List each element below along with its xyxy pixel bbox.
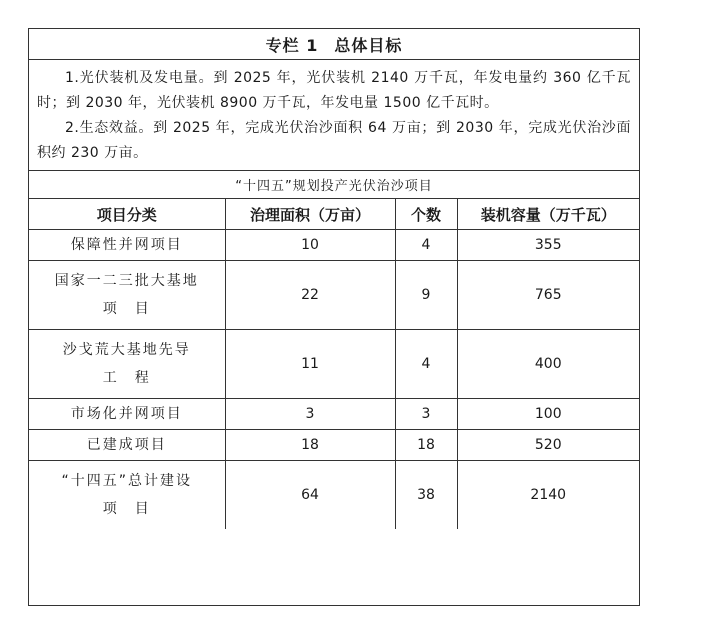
projects-table — [29, 199, 639, 529]
row-category-line-2: 工 程 — [102, 370, 151, 386]
table-row — [29, 261, 639, 330]
row-capacity: 400 — [457, 330, 639, 399]
table-row — [29, 461, 639, 530]
row-capacity: 520 — [457, 430, 639, 461]
table-header-row — [29, 199, 639, 230]
row-capacity: 100 — [457, 399, 639, 430]
row-category: 保障性并网项目 — [29, 230, 225, 261]
row-category — [29, 330, 225, 399]
table-row — [29, 230, 639, 261]
goal-box — [28, 28, 640, 606]
row-category-line-1: “十四五”总计建设 — [61, 473, 192, 489]
table-row — [29, 430, 639, 461]
box-heading: 总体目标 — [334, 35, 403, 55]
row-capacity: 355 — [457, 230, 639, 261]
row-count: 4 — [395, 230, 457, 261]
row-category: 市场化并网项目 — [29, 399, 225, 430]
table-caption: “十四五”规划投产光伏治沙项目 — [29, 171, 639, 199]
row-capacity: 765 — [457, 261, 639, 330]
row-area: 64 — [225, 461, 395, 530]
header-area: 治理面积（万亩） — [225, 199, 395, 230]
header-category: 项目分类 — [29, 199, 225, 230]
header-count: 个数 — [395, 199, 457, 230]
row-area: 3 — [225, 399, 395, 430]
row-category — [29, 461, 225, 530]
row-count: 9 — [395, 261, 457, 330]
row-category-line-1: 国家一二三批大基地 — [54, 273, 199, 289]
row-count: 38 — [395, 461, 457, 530]
box-title — [29, 29, 639, 60]
row-category: 已建成项目 — [29, 430, 225, 461]
table-row — [29, 330, 639, 399]
table-row — [29, 399, 639, 430]
row-area: 11 — [225, 330, 395, 399]
row-area: 18 — [225, 430, 395, 461]
intro-paragraph-1: 1.光伏装机及发电量。到 2025 年，光伏装机 2140 万千瓦，年发电量约 360 亿千瓦时；到 2030 年，光伏装机 8900 万千瓦，年发电量 1500 亿千瓦时。 — [37, 70, 631, 111]
row-category — [29, 261, 225, 330]
row-count: 18 — [395, 430, 457, 461]
box-label: 专栏 1 — [265, 35, 319, 55]
row-count: 3 — [395, 399, 457, 430]
intro-text — [29, 60, 639, 171]
row-capacity: 2140 — [457, 461, 639, 530]
row-category-line-1: 沙戈荒大基地先导 — [62, 342, 191, 358]
row-area: 22 — [225, 261, 395, 330]
row-category-line-2: 项 目 — [102, 501, 151, 517]
row-count: 4 — [395, 330, 457, 399]
row-category-line-2: 项 目 — [102, 301, 151, 317]
row-area: 10 — [225, 230, 395, 261]
intro-paragraph-2: 2.生态效益。到 2025 年，完成光伏治沙面积 64 万亩；到 2030 年，完成光伏治沙面积约 230 万亩。 — [37, 120, 631, 161]
header-capacity: 装机容量（万千瓦） — [457, 199, 639, 230]
